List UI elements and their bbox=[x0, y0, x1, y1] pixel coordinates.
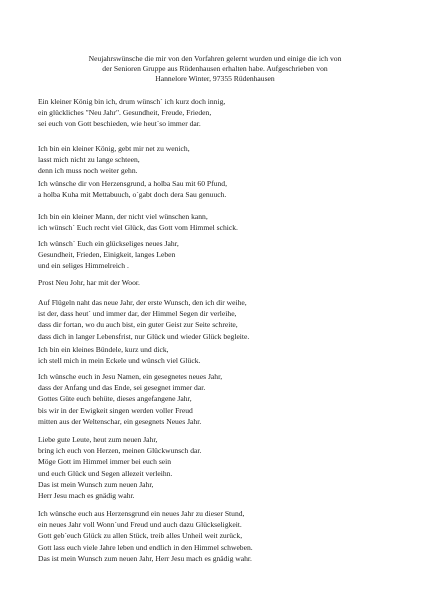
stanza-line: Ich bin ein kleines Bündele, kurz und dick, bbox=[38, 345, 169, 354]
stanza-line: Prost Neu Johr, har mit der Woor. bbox=[38, 278, 140, 287]
stanza-line: lasst mich nicht zu lange schteen, bbox=[38, 155, 140, 165]
stanza bbox=[38, 211, 408, 233]
stanza-line: Ich bin ein kleiner König, gebt mir net zu wenich, bbox=[38, 144, 190, 153]
stanza-line: ein neues Jahr voll Wonn´und Freud und auch dazu Glückseligkeit. bbox=[38, 520, 242, 530]
stanza-line: bring ich euch von Herzen, meinen Glückwunsch dar. bbox=[38, 446, 202, 456]
stanza-line: Ich wünsche euch in Jesu Namen, ein gesegnetes neues Jahr, bbox=[38, 372, 223, 381]
stanza-line: Möge Gott im Himmel immer bei euch sein bbox=[38, 457, 172, 467]
title-line: Hannelore Winter, 97355 Rüdenhausen bbox=[155, 74, 275, 83]
document-title bbox=[60, 54, 370, 84]
stanza-line: ich wünsch´ Euch recht viel Glück, das Gott vom Himmel schick. bbox=[38, 223, 238, 233]
stanza-line: Ich wünsch´ Euch ein glückseliges neues Jahr, bbox=[38, 239, 179, 248]
stanza bbox=[38, 277, 408, 288]
stanza bbox=[38, 434, 408, 501]
stanza-line: Ich bin ein kleiner Mann, der nicht viel wünschen kann, bbox=[38, 212, 208, 221]
stanza bbox=[38, 344, 408, 366]
stanza bbox=[38, 143, 408, 177]
stanza-line: Auf Flügeln naht das neue Jahr, der erste Wunsch, den ich dir weihe, bbox=[38, 298, 247, 307]
stanza-line: Herr Jesu mach es gnädig wahr. bbox=[38, 490, 135, 500]
stanza bbox=[38, 297, 408, 342]
stanza-line: Das ist mein Wunsch zum neuen Jahr, Herr Jesu mach es gnädig wahr. bbox=[38, 553, 252, 563]
stanza bbox=[38, 178, 408, 200]
stanza-line: Ich wünsche dir von Herzensgrund, a holba Sau mit 60 Pfund, bbox=[38, 179, 227, 188]
stanza bbox=[38, 371, 408, 427]
stanza-line: Liebe gute Leute, heut zum neuen Jahr, bbox=[38, 435, 158, 444]
stanza-line: a holba Kuha mit Mettabuuch, o´gabt doch dera Sau genuuch. bbox=[38, 190, 227, 200]
stanza-line: Gesundheit, Frieden, Einigkeit, langes Leben bbox=[38, 250, 176, 260]
stanza bbox=[38, 96, 408, 130]
stanza-line: und ein seliges Himmelreich . bbox=[38, 261, 129, 271]
stanza-line: mitten aus der Weltenschar, ein gesegnets Neues Jahr. bbox=[38, 416, 202, 426]
stanza-line: dass dir fortan, wo du auch bist, ein guter Geist zur Seite schreite, bbox=[38, 320, 238, 330]
stanza-line: ist der, dass heut´ und immer dar, der Himmel Segen dir verleihe, bbox=[38, 309, 237, 319]
stanza-line: sei euch von Gott beschieden, wie heut´so immer dar. bbox=[38, 119, 201, 129]
stanza-line: dass dich in langer Lebensfrist, nur Glück und wieder Glück begleite. bbox=[38, 331, 250, 341]
stanza-line: Gott lass euch viele Jahre leben und endlich in den Himmel schweben. bbox=[38, 542, 253, 552]
stanza-line: ich stell mich in mein Eckele und wünsch viel Glück. bbox=[38, 356, 201, 366]
stanza-line: und euch Glück und Segen allezeit verleihn. bbox=[38, 468, 173, 478]
stanza-line: Gott geb´euch Glück zu allen Stück, treib alles Unheil weit zurück, bbox=[38, 531, 243, 541]
title-line: Neujahrswünsche die mir von den Vorfahren gelernt wurden und einige die ich von bbox=[88, 54, 342, 63]
stanza-line: dass der Anfang und das Ende, sei gesegnet immer dar. bbox=[38, 383, 206, 393]
stanza-line: Ich wünsche euch aus Herzensgrund ein neues Jahr zu dieser Stund, bbox=[38, 509, 245, 518]
stanza bbox=[38, 238, 408, 272]
stanza-line: Ein kleiner König bin ich, drum wünsch´ ich kurz doch innig, bbox=[38, 97, 226, 106]
stanza-line: Gottes Güte euch behüte, dieses angefangene Jahr, bbox=[38, 394, 192, 404]
stanza-line: bis wir in der Ewigkeit singen werden voller Freud bbox=[38, 405, 193, 415]
stanza bbox=[38, 508, 408, 564]
title-line: der Senioren Gruppe aus Rüdenhausen erhalten habe. Aufgeschrieben von bbox=[102, 64, 328, 73]
stanza-line: ein glückliches "Neu Jahr". Gesundheit, Freude, Frieden, bbox=[38, 108, 212, 118]
stanza-line: Das ist mein Wunsch zum neuen Jahr, bbox=[38, 479, 154, 489]
stanza-line: denn ich muss noch weiter gehn. bbox=[38, 166, 138, 176]
